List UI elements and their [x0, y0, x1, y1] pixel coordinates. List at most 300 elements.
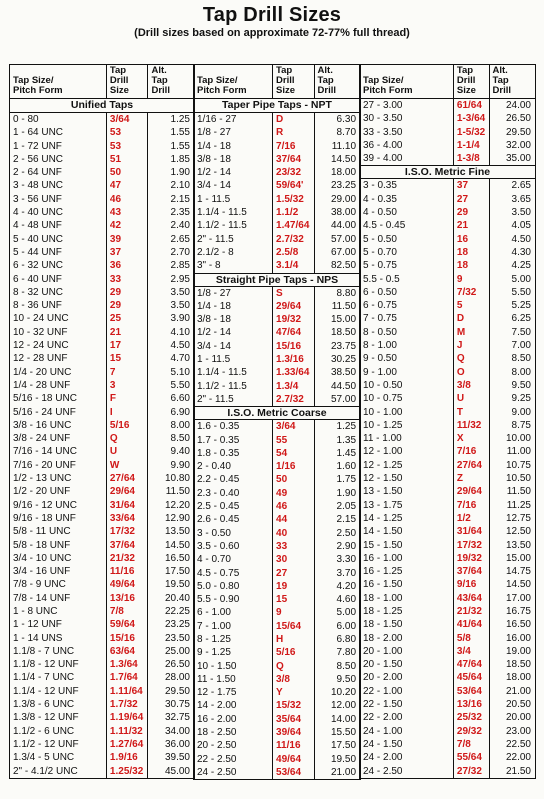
- tap-size-cell: 24 - 2.00: [360, 751, 454, 764]
- table-row: [10, 419, 194, 432]
- tap-drill-cell: 15: [107, 352, 149, 365]
- alt-drill-cell: 18.50: [505, 659, 531, 671]
- table-row: [10, 140, 194, 153]
- table-row: [360, 578, 535, 591]
- tap-size-cell: 2.3 - 0.40: [194, 487, 273, 500]
- tap-drill-cell: 39/64: [273, 726, 315, 739]
- tap-drill-cell: 30: [273, 553, 315, 566]
- tap-size-cell: 2.2 - 0.45: [194, 473, 273, 486]
- tap-drill-cell: 29/64: [454, 485, 490, 498]
- tap-size-cell: 3/4 - 14: [194, 340, 273, 353]
- tap-drill-cell: 47: [107, 179, 149, 192]
- alt-drill-cell: 24.00: [505, 100, 531, 111]
- alt-drill-cell: 67.00: [330, 246, 357, 258]
- alt-drill-cell: 7.50: [511, 326, 531, 338]
- tap-drill-cell: 1/16: [273, 460, 315, 473]
- tap-size-cell: 10 - 1.00: [360, 406, 454, 419]
- tap-drill-cell: 37: [107, 246, 149, 259]
- alt-drill-cell: 4.30: [511, 246, 531, 258]
- tap-size-cell: 13 - 1.50: [360, 485, 454, 498]
- tap-drill-cell: Q: [107, 432, 149, 445]
- table-row: [360, 552, 535, 565]
- tap-size-cell: 5 - 0.75: [360, 259, 454, 272]
- tap-drill-cell: 53: [107, 126, 149, 139]
- tap-size-cell: 16 - 1.50: [360, 578, 454, 591]
- tap-size-cell: 3.5 - 0.60: [194, 540, 273, 553]
- tap-drill-cell: R: [273, 126, 315, 139]
- alt-drill-cell: 19.50: [330, 753, 357, 765]
- tap-size-cell: 2 - 56 UNC: [10, 153, 107, 166]
- tap-size-cell: 9/16 - 18 UNF: [10, 512, 107, 525]
- tap-drill-cell: 2.7/32: [273, 233, 315, 246]
- tap-size-cell: 5 - 0.70: [360, 246, 454, 259]
- table-row: [10, 525, 194, 538]
- table-row: [194, 553, 360, 566]
- table-row: [10, 259, 194, 272]
- header-tap-size: Tap Size/ Pitch Form: [10, 65, 107, 98]
- table-row: [10, 632, 194, 645]
- table-row: [10, 645, 194, 658]
- table-row: [10, 485, 194, 498]
- table-row: [10, 246, 194, 259]
- tap-size-cell: 4 - 0.50: [360, 206, 454, 219]
- tap-size-cell: 14 - 1.50: [360, 525, 454, 538]
- tap-drill-cell: 1.11/32: [107, 725, 149, 738]
- table-row: [360, 459, 535, 472]
- header-tap-size: Tap Size/ Pitch Form: [194, 65, 273, 98]
- table-row: [360, 632, 535, 645]
- table-row: [194, 246, 360, 259]
- tap-drill-cell: 21/32: [454, 605, 490, 618]
- alt-drill-cell: 5.00: [336, 607, 357, 619]
- tap-drill-cell: 11/16: [273, 739, 315, 752]
- section-title: Taper Pipe Taps - NPT: [194, 99, 360, 113]
- tap-size-cell: 22 - 2.50: [194, 753, 273, 766]
- alt-drill-cell: 4.25: [511, 260, 531, 272]
- tap-size-cell: 1.3/8 - 6 UNC: [10, 698, 107, 711]
- alt-drill-cell: 14.50: [330, 153, 357, 165]
- table-row: [360, 112, 535, 125]
- alt-drill-cell: 8.50: [170, 433, 190, 445]
- tap-size-cell: 1 - 12 UNF: [10, 618, 107, 631]
- tap-drill-cell: 9: [454, 273, 490, 286]
- alt-drill-cell: 3.50: [170, 286, 190, 298]
- tap-size-cell: 1/8 - 27: [194, 126, 273, 139]
- table-row: [360, 618, 535, 631]
- tap-drill-cell: 1.25/32: [107, 765, 149, 778]
- tap-size-cell: 3/4 - 16 UNF: [10, 565, 107, 578]
- alt-drill-cell: 12.50: [505, 526, 531, 538]
- tap-drill-cell: 31/64: [454, 525, 490, 538]
- tap-size-cell: 4.5 - 0.45: [360, 219, 454, 232]
- tap-drill-cell: 33: [107, 273, 149, 286]
- tap-size-cell: 1.3/4 - 5 UNC: [10, 751, 107, 764]
- tap-size-cell: 9 - 1.00: [360, 366, 454, 379]
- table-row: [194, 540, 360, 553]
- tap-drill-cell: 15/16: [273, 340, 315, 353]
- tap-size-cell: 1.1/8 - 12 UNF: [10, 658, 107, 671]
- alt-drill-cell: 2.40: [170, 220, 190, 232]
- tap-size-cell: 5 - 44 UNF: [10, 246, 107, 259]
- page-title: Tap Drill Sizes: [202, 4, 342, 26]
- table-row: [194, 140, 360, 153]
- tap-drill-cell: 59/64': [273, 179, 315, 192]
- tap-drill-cell: 1.47/64: [273, 219, 315, 232]
- tap-drill-cell: 51: [107, 153, 149, 166]
- tap-drill-cell: S: [273, 287, 315, 300]
- tap-size-cell: 3/8 - 24 UNF: [10, 432, 107, 445]
- tap-size-cell: 10 - 32 UNF: [10, 326, 107, 339]
- alt-drill-cell: 19.50: [164, 579, 190, 591]
- tap-size-cell: 12 - 1.25: [360, 459, 454, 472]
- tap-drill-cell: 3/8: [273, 673, 315, 686]
- tap-drill-cell: 5/16: [107, 419, 149, 432]
- alt-drill-cell: 2.95: [170, 273, 190, 285]
- table-row: [194, 567, 360, 580]
- tap-size-cell: 14 - 2.00: [194, 699, 273, 712]
- tap-drill-cell: 19/32: [454, 552, 490, 565]
- tap-drill-cell: 1.3/64: [107, 658, 149, 671]
- tap-drill-cell: 37/64: [273, 153, 315, 166]
- tap-size-cell: 4 - 0.70: [194, 553, 273, 566]
- tap-drill-cell: 1.27/64: [107, 738, 149, 751]
- alt-drill-cell: 5.00: [511, 273, 531, 285]
- section-title: Unified Taps: [10, 99, 194, 113]
- table-row: [360, 725, 535, 738]
- table-row: [360, 206, 535, 219]
- tap-drill-cell: 47/64: [454, 658, 490, 671]
- alt-drill-cell: 16.00: [505, 632, 531, 644]
- tap-size-cell: 8 - 32 UNC: [10, 286, 107, 299]
- tap-size-cell: 10 - 0.75: [360, 392, 454, 405]
- tap-drill-cell: 27/64: [107, 472, 149, 485]
- table-row: [10, 299, 194, 312]
- tap-size-cell: 1/2 - 20 UNF: [10, 485, 107, 498]
- tap-drill-cell: 9: [273, 606, 315, 619]
- tap-size-cell: 0 - 80: [10, 113, 107, 126]
- tap-drill-cell: 55: [273, 434, 315, 447]
- tap-drill-cell: 63/64: [107, 645, 149, 658]
- alt-drill-cell: 6.80: [336, 633, 357, 645]
- tap-drill-cell: W: [107, 459, 149, 472]
- table-row: [360, 738, 535, 751]
- tap-size-cell: 24 - 1.50: [360, 738, 454, 751]
- tap-size-cell: 16 - 1.00: [360, 552, 454, 565]
- alt-drill-cell: 1.75: [336, 474, 357, 486]
- tap-drill-cell: 13/16: [454, 698, 490, 711]
- table-row: [360, 152, 535, 165]
- tap-drill-cell: 29: [107, 299, 149, 312]
- tap-size-cell: 1.7 - 0.35: [194, 434, 273, 447]
- tap-size-cell: 8 - 36 UNF: [10, 299, 107, 312]
- tap-drill-cell: 2.7/32: [273, 393, 315, 406]
- tap-size-cell: 18 - 2.50: [194, 726, 273, 739]
- tap-size-cell: 1 - 14 UNS: [10, 632, 107, 645]
- table-row: [360, 273, 535, 286]
- alt-drill-cell: 1.45: [336, 447, 357, 459]
- tap-size-cell: 8 - 1.00: [360, 339, 454, 352]
- alt-drill-cell: 44.00: [330, 220, 357, 232]
- tap-size-cell: 14 - 1.25: [360, 512, 454, 525]
- tap-drill-cell: 19/32: [273, 313, 315, 326]
- alt-drill-cell: 57.00: [330, 233, 357, 245]
- table-row: [10, 512, 194, 525]
- table-row: [194, 739, 360, 752]
- tap-size-cell: 11 - 1.00: [360, 432, 454, 445]
- header-alt-drill: Alt. Tap Drill: [317, 65, 337, 96]
- tap-size-cell: 12 - 1.50: [360, 472, 454, 485]
- alt-drill-cell: 11.25: [506, 499, 531, 511]
- tap-drill-cell: 54: [273, 447, 315, 460]
- tap-drill-cell: 18: [454, 259, 490, 272]
- table-row: [10, 605, 194, 618]
- alt-drill-cell: 2.65: [170, 233, 190, 245]
- tap-size-cell: 13 - 1.75: [360, 499, 454, 512]
- tap-size-cell: 3/4 - 10 UNC: [10, 552, 107, 565]
- tap-drill-cell: 53: [107, 140, 149, 153]
- alt-drill-cell: 6.00: [336, 620, 357, 632]
- table-row: [360, 539, 535, 552]
- tap-size-cell: 1/4 - 18: [194, 300, 273, 313]
- tap-drill-cell: 3/4: [454, 645, 490, 658]
- alt-drill-cell: 28.00: [164, 672, 190, 684]
- tap-drill-cell: U: [454, 392, 490, 405]
- tap-drill-cell: Y: [273, 686, 315, 699]
- alt-drill-cell: 5.50: [170, 379, 190, 391]
- tap-size-cell: 4 - 0.35: [360, 193, 454, 206]
- tap-size-cell: 5.5 - 0.5: [360, 273, 454, 286]
- tap-drill-cell: O: [454, 366, 490, 379]
- tap-size-cell: 30 - 3.50: [360, 112, 454, 125]
- table-row: [360, 445, 535, 458]
- alt-drill-cell: 15.00: [330, 314, 357, 326]
- tap-drill-cell: D: [273, 113, 315, 126]
- alt-drill-cell: 16.50: [505, 619, 531, 631]
- table-row: [10, 113, 194, 126]
- alt-drill-cell: 17.50: [330, 740, 357, 752]
- table-row: [10, 352, 194, 365]
- alt-drill-cell: 12.75: [505, 512, 531, 524]
- tap-drill-cell: 21/32: [107, 552, 149, 565]
- table-row: [10, 552, 194, 565]
- table-row: [360, 352, 535, 365]
- alt-drill-cell: 2.10: [170, 180, 190, 192]
- tap-drill-cell: 18: [454, 246, 490, 259]
- tap-size-cell: 9 - 1.25: [194, 646, 273, 659]
- alt-drill-cell: 14.75: [505, 566, 531, 578]
- table-row: [194, 287, 360, 300]
- tap-drill-cell: M: [454, 326, 490, 339]
- tap-drill-cell: 49/64: [107, 578, 149, 591]
- alt-drill-cell: 26.50: [505, 113, 531, 125]
- tap-size-cell: 2" - 11.5: [194, 393, 273, 406]
- tap-drill-cell: 7/16: [454, 445, 490, 458]
- tap-drill-cell: 17/32: [454, 539, 490, 552]
- alt-drill-cell: 3.50: [511, 207, 531, 219]
- alt-drill-cell: 11.10: [331, 140, 357, 152]
- table-row: [360, 751, 535, 764]
- alt-drill-cell: 1.90: [170, 167, 190, 179]
- table-row: [360, 312, 535, 325]
- tap-drill-cell: 7: [107, 366, 149, 379]
- tap-drill-cell: Q: [454, 352, 490, 365]
- alt-drill-cell: 10.00: [505, 433, 531, 445]
- alt-drill-cell: 5.25: [511, 300, 531, 312]
- tap-drill-cell: 39: [107, 233, 149, 246]
- column-header: [360, 65, 535, 99]
- tap-drill-cell: D: [454, 312, 490, 325]
- tap-drill-cell: Q: [273, 660, 315, 673]
- alt-drill-cell: 2.15: [170, 193, 190, 205]
- table-row: [360, 419, 535, 432]
- table-row: [194, 500, 360, 513]
- alt-drill-cell: 23.50: [164, 632, 190, 644]
- alt-drill-cell: 34.00: [164, 725, 190, 737]
- tap-size-cell: 9/16 - 12 UNC: [10, 499, 107, 512]
- alt-drill-cell: 82.50: [330, 260, 357, 272]
- table-row: [194, 434, 360, 447]
- alt-drill-cell: 11.50: [506, 486, 531, 498]
- alt-drill-cell: 11.00: [506, 446, 531, 458]
- tap-size-cell: 16 - 2.00: [194, 713, 273, 726]
- tap-drill-cell: 17: [107, 339, 149, 352]
- alt-drill-cell: 38.00: [330, 207, 357, 219]
- table-row: [194, 126, 360, 139]
- table-row: [194, 166, 360, 179]
- table-row: [194, 393, 360, 406]
- alt-drill-cell: 4.50: [511, 233, 531, 245]
- tap-size-cell: 24 - 2.50: [360, 765, 454, 778]
- table-row: [360, 379, 535, 392]
- table-row: [194, 673, 360, 686]
- table-row: [194, 766, 360, 779]
- tap-drill-cell: 36: [107, 259, 149, 272]
- table-row: [194, 447, 360, 460]
- tap-size-cell: 1/16 - 27: [194, 113, 273, 126]
- alt-drill-cell: 7.80: [336, 647, 357, 659]
- alt-drill-cell: 2.15: [336, 514, 357, 526]
- tap-drill-cell: Z: [454, 472, 490, 485]
- alt-drill-cell: 18.50: [330, 327, 357, 339]
- tap-drill-cell: 29: [107, 286, 149, 299]
- alt-drill-cell: 18.00: [505, 672, 531, 684]
- tap-size-cell: 22 - 1.50: [360, 698, 454, 711]
- tap-drill-cell: J: [454, 339, 490, 352]
- alt-drill-cell: 21.00: [505, 685, 531, 697]
- tap-drill-cell: H: [273, 633, 315, 646]
- alt-drill-cell: 57.00: [330, 393, 357, 405]
- alt-drill-cell: 11.50: [165, 486, 190, 498]
- tap-drill-cell: 1.3/16: [273, 353, 315, 366]
- table-row: [360, 499, 535, 512]
- tap-size-cell: 6 - 32 UNC: [10, 259, 107, 272]
- tap-drill-cell: 29: [454, 206, 490, 219]
- table-row: [360, 432, 535, 445]
- tap-size-cell: 5 - 0.50: [360, 233, 454, 246]
- tap-size-cell: 1/2 - 14: [194, 326, 273, 339]
- table-row: [194, 300, 360, 313]
- alt-drill-cell: 15.00: [505, 552, 531, 564]
- tap-size-cell: 1.8 - 0.35: [194, 447, 273, 460]
- table-row: [194, 580, 360, 593]
- table-row: [360, 286, 535, 299]
- tap-size-cell: 10 - 0.50: [360, 379, 454, 392]
- tap-drill-cell: 15/16: [107, 632, 149, 645]
- alt-drill-cell: 4.05: [511, 220, 531, 232]
- table-row: [10, 578, 194, 591]
- table-row: [194, 206, 360, 219]
- tap-drill-cell: 37: [454, 179, 490, 192]
- table-row: [10, 193, 194, 206]
- alt-drill-cell: 16.75: [505, 605, 531, 617]
- alt-drill-cell: 29.00: [330, 193, 357, 205]
- table-row: [194, 353, 360, 366]
- alt-drill-cell: 1.25: [336, 421, 357, 433]
- alt-drill-cell: 14.50: [164, 539, 190, 551]
- tap-size-cell: 1 - 72 UNF: [10, 140, 107, 153]
- tap-size-cell: 1.1/2 - 11.5: [194, 219, 273, 232]
- tap-drill-cell: 49: [273, 487, 315, 500]
- table-row: [194, 713, 360, 726]
- tap-drill-cell: 27: [273, 567, 315, 580]
- tap-size-cell: 36 - 4.00: [360, 139, 454, 152]
- tap-drill-cell: 1.33/64: [273, 366, 315, 379]
- table-row: [10, 432, 194, 445]
- table-row: [360, 233, 535, 246]
- table-row: [10, 658, 194, 671]
- tap-drill-cell: 1.7/64: [107, 671, 149, 684]
- table-row: [360, 765, 535, 778]
- table-row: [360, 366, 535, 379]
- tap-size-cell: 5.5 - 0.90: [194, 593, 273, 606]
- tap-size-cell: 33 - 3.50: [360, 126, 454, 139]
- tap-size-cell: 2.5 - 0.45: [194, 500, 273, 513]
- table-row: [194, 620, 360, 633]
- tap-size-cell: 3/8 - 18: [194, 313, 273, 326]
- alt-drill-cell: 6.30: [336, 114, 357, 125]
- alt-drill-cell: 8.70: [336, 127, 357, 139]
- tap-size-cell: 2" - 11.5: [194, 233, 273, 246]
- tap-size-cell: 1.1/8 - 7 UNC: [10, 645, 107, 658]
- tap-drill-cell: 15/32: [273, 699, 315, 712]
- table-row: [10, 406, 194, 419]
- alt-drill-cell: 3.90: [170, 313, 190, 325]
- tap-drill-cell: 2.5/8: [273, 246, 315, 259]
- table-row: [360, 472, 535, 485]
- tap-drill-cell: 35/64: [273, 713, 315, 726]
- table-row: [194, 513, 360, 526]
- tap-drill-cell: 15: [273, 593, 315, 606]
- table-row: [10, 592, 194, 605]
- alt-drill-cell: 2.50: [336, 527, 357, 539]
- table-row: [360, 246, 535, 259]
- table-row: [360, 339, 535, 352]
- tap-drill-cell: 61/64: [454, 99, 490, 112]
- tap-drill-cell: 5/8: [454, 632, 490, 645]
- tap-drill-cell: 7/8: [454, 738, 490, 751]
- header-alt-drill: Alt. Tap Drill: [492, 65, 511, 96]
- alt-drill-cell: 8.80: [336, 287, 357, 299]
- table-row: [194, 726, 360, 739]
- tap-drill-cell: 1/2: [454, 512, 490, 525]
- tap-size-cell: 20 - 1.00: [360, 645, 454, 658]
- table-row: [10, 312, 194, 325]
- tap-drill-cell: 13/16: [107, 592, 149, 605]
- tap-drill-cell: 5/16: [273, 646, 315, 659]
- table-row: [194, 460, 360, 473]
- alt-drill-cell: 8.00: [170, 419, 190, 431]
- tap-drill-cell: 1.5/32: [273, 193, 315, 206]
